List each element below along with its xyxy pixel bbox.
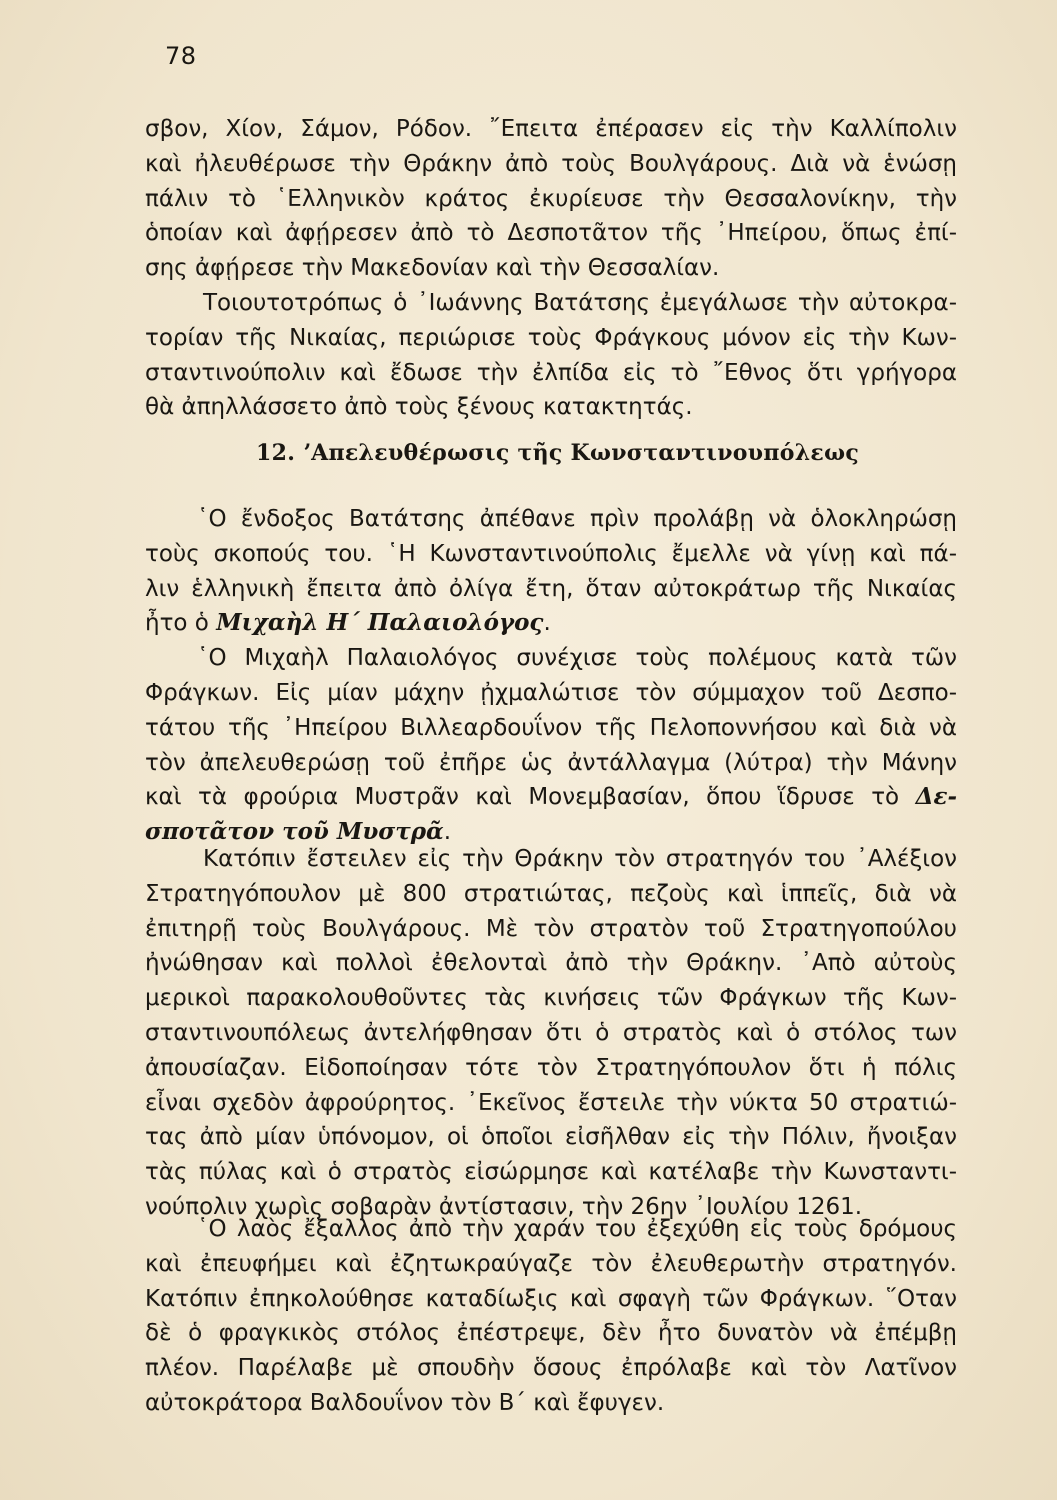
text-fragment: ἦτο ὁ <box>145 610 217 637</box>
text-line: εἶναι σχεδὸν ἀφρούρητος. ᾿Εκεῖνος ἔστειλε τὴν νύκτα 50 στρατιώ- <box>145 1089 957 1116</box>
text-line: ἐπιτηρῇ τοὺς Βουλγάρους. Μὲ τὸν στρατὸν τοῦ Στρατηγοπούλου <box>145 915 957 942</box>
text-line: Φράγκων. Εἰς μίαν μάχην ᾐχμαλώτισε τὸν σύμμαχον τοῦ Δεσπο- <box>145 679 957 706</box>
text-line: τὰς πύλας καὶ ὁ στρατὸς εἰσώρμησε καὶ κατέλαβε τὴν Κωνσταντι- <box>145 1159 957 1186</box>
text-line: σταντινούπολιν καὶ ἔδωσε τὴν ἐλπίδα εἰς τὸ ῎Εθνος ὅτι γρήγορα <box>145 359 957 386</box>
text-line: δὲ ὁ φραγκικὸς στόλος ἐπέστρεψε, δὲν ἦτο δυνατὸν νὰ ἐπέμβῃ <box>145 1320 957 1347</box>
text-line: σης ἀφῄρεσε τὴν Μακεδονίαν καὶ τὴν Θεσσαλίαν. <box>145 255 720 282</box>
text-fragment: καὶ τὰ φρούρια Μυστρᾶν καὶ Μονεμβασίαν, ὅπου ἵδρυσε τὸ <box>145 784 916 811</box>
text-line: σταντινουπόλεως ἀντελήφθησαν ὅτι ὁ στρατὸς καὶ ὁ στόλος των <box>145 1019 957 1046</box>
text-line: πλέον. Παρέλαβε μὲ σπουδὴν ὅσους ἐπρόλαβε καὶ τὸν Λατῖνον <box>145 1355 957 1382</box>
emphasized-name: Δε- <box>915 783 957 811</box>
emphasized-name: σποτᾶτον τοῦ Μυστρᾶ <box>145 818 444 846</box>
text-line: τοὺς σκοπούς του. ῾Η Κωνσταντινούπολις ἔμελλε νὰ γίνῃ καὶ πά- <box>145 540 957 567</box>
text-line: τας ἀπὸ μίαν ὑπόνομον, οἱ ὁποῖοι εἰσῆλθαν εἰς τὴν Πόλιν, ἤνοιξαν <box>145 1124 957 1151</box>
text-line: ἠνώθησαν καὶ πολλοὶ ἐθελονταὶ ἀπὸ τὴν Θράκην. ᾿Απὸ αὐτοὺς <box>145 950 957 977</box>
text-line: Στρατηγόπουλον μὲ 800 στρατιώτας, πεζοὺς καὶ ἱππεῖς, διὰ νὰ <box>145 880 957 907</box>
text-line: μερικοὶ παρακολουθοῦντες τὰς κινήσεις τῶν Φράγκων τῆς Κων- <box>145 985 957 1012</box>
text-line: Τοιουτοτρόπως ὁ ᾿Ιωάννης Βατάτσης ἐμεγάλωσε τὴν αὐτοκρα- <box>203 289 957 316</box>
text-line: νούπολιν χωρὶς σοβαρὰν ἀντίστασιν, τὴν 26ην ᾿Ιουλίου 1261. <box>145 1193 863 1220</box>
text-line: Κατόπιν ἔστειλεν εἰς τὴν Θράκην τὸν στρατηγόν του ᾿Αλέξιον <box>203 846 957 872</box>
text-line: ῾Ο ἔνδοξος Βατάτσης ἀπέθανε πρὶν προλάβῃ νὰ ὁλοκληρώσῃ <box>197 506 957 532</box>
text-line: σβον, Χίον, Σάμον, Ρόδον. ῎Επειτα ἐπέρασεν εἰς τὴν Καλλίπολιν <box>145 116 957 142</box>
text-line: ῾Ο λαὸς ἔξαλλος ἀπὸ τὴν χαράν του ἐξεχύθη εἰς τοὺς δρόμους <box>197 1216 957 1242</box>
intro-text-block <box>145 112 957 425</box>
text-line: αὐτοκράτορα Βαλδουΐνον τὸν Β΄ καὶ ἔφυγεν. <box>145 1389 665 1416</box>
text-line: πάλιν τὸ ῾Ελληνικὸν κράτος ἐκυρίευσε τὴν Θεσσαλονίκην, τὴν <box>145 185 957 212</box>
text-fragment: . <box>543 610 551 637</box>
text-line: τὸν ἀπελευθερώσῃ τοῦ ἐπῆρε ὡς ἀντάλλαγμα (λύτρα) τὴν Μάνην <box>145 749 957 776</box>
section-number: 12. <box>256 440 296 466</box>
text-line <box>145 606 957 641</box>
text-line: Κατόπιν ἐπηκολούθησε καταδίωξις καὶ σφαγὴ τῶν Φράγκων. ῞Οταν <box>145 1285 957 1312</box>
section-body-block-3 <box>145 1212 957 1421</box>
section-title: ʼΑπελευθέρωσις τῆς Κωνσταντινουπόλεως <box>303 440 860 466</box>
section-body-block-2 <box>145 842 957 1225</box>
text-line: ὁποίαν καὶ ἀφῄρεσεν ἀπὸ τὸ Δεσποτᾶτον τῆς ᾿Ηπείρου, ὅπως ἐπί- <box>145 220 957 247</box>
text-line: τορίαν τῆς Νικαίας, περιώρισε τοὺς Φράγκους μόνον εἰς τὴν Κων- <box>145 324 957 351</box>
text-line: τάτου τῆς ᾿Ηπείρου Βιλλεαρδουΐνον τῆς Πελοποννήσου καὶ διὰ νὰ <box>145 714 957 741</box>
text-line: ἀπουσίαζαν. Εἰδοποίησαν τότε τὸν Στρατηγόπουλον ὅτι ἡ πόλις <box>145 1054 957 1081</box>
text-line: ῾Ο Μιχαὴλ Παλαιολόγος συνέχισε τοὺς πολέμους κατὰ τῶν <box>197 645 957 672</box>
section-body-block-1 <box>145 502 957 850</box>
text-line <box>145 780 957 815</box>
text-line: καὶ ἠλευθέρωσε τὴν Θράκην ἀπὸ τοὺς Βουλγάρους. Διὰ νὰ ἑνώσῃ <box>145 150 957 177</box>
text-fragment: . <box>443 819 452 846</box>
text-line: καὶ ἐπευφήμει καὶ ἐζητωκραύγαζε τὸν ἐλευθερωτὴν στρατηγόν. <box>145 1250 957 1277</box>
emphasized-name: Μιχαὴλ Η΄ Παλαιολόγος <box>216 609 544 637</box>
text-line: λιν ἑλληνικὴ ἔπειτα ἀπὸ ὀλίγα ἔτη, ὅταν αὐτοκράτωρ τῆς Νικαίας <box>145 575 957 602</box>
section-heading <box>256 440 859 466</box>
page-number: 78 <box>165 42 197 70</box>
text-line: θὰ ἀπηλλάσσετο ἀπὸ τοὺς ξένους κατακτητάς. <box>145 394 693 421</box>
